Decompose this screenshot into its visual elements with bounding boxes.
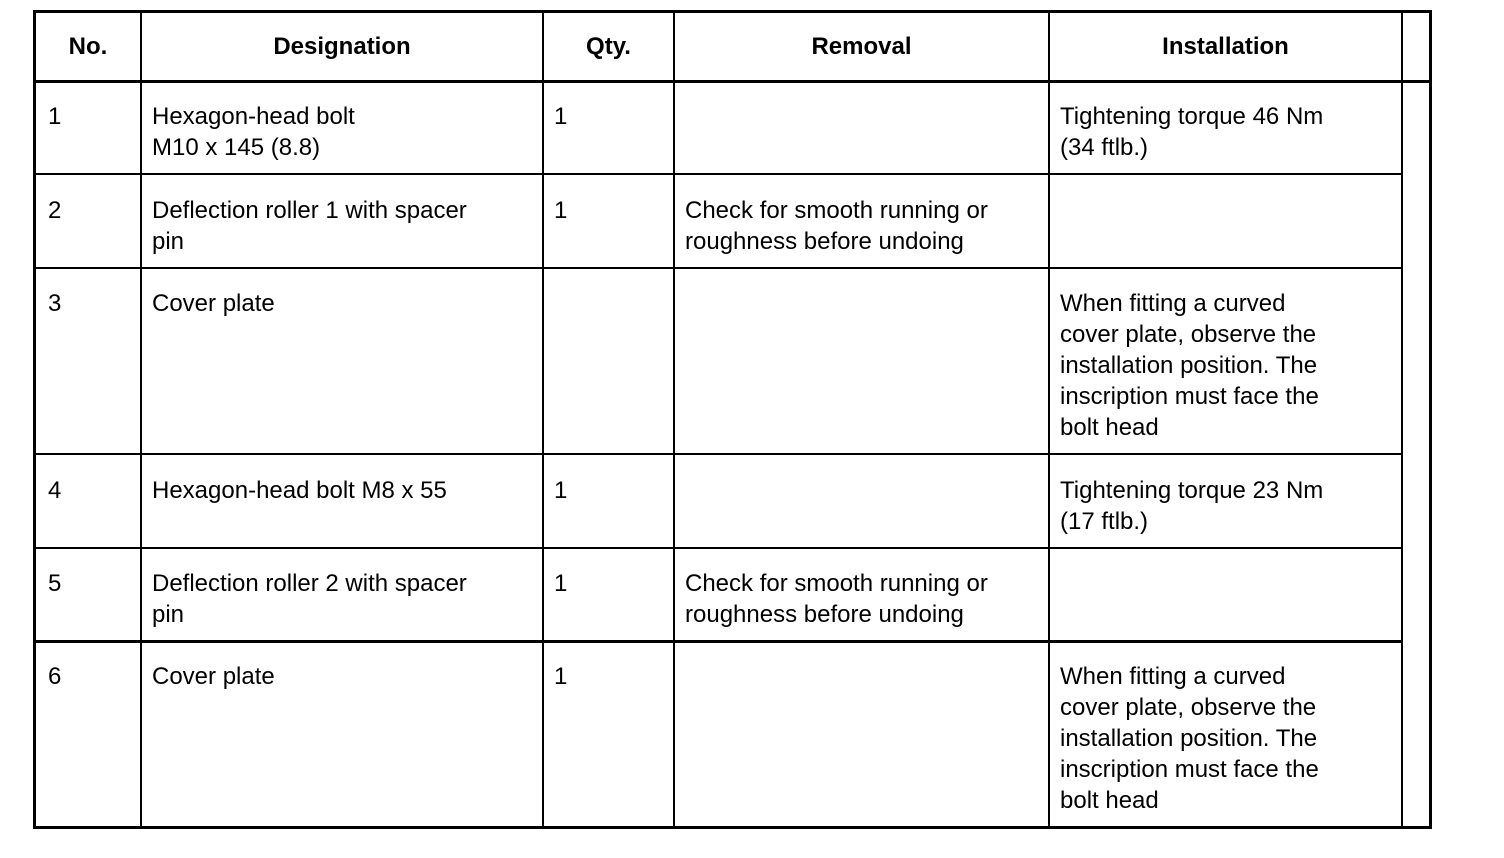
row-separator: [36, 640, 1401, 643]
row-separator: [36, 173, 1401, 175]
row-2-qty: 1: [554, 197, 568, 224]
row-1-designation: Hexagon-head bolt M10 x 145 (8.8): [152, 103, 355, 161]
row-4-no: 4: [48, 477, 62, 504]
parts-table: [33, 10, 1432, 829]
column-divider: [542, 13, 544, 826]
row-5-qty: 1: [554, 570, 568, 597]
row-2-designation: Deflection roller 1 with spacer pin: [152, 197, 467, 255]
row-1-installation: Tightening torque 46 Nm (34 ftlb.): [1060, 103, 1324, 161]
row-3-designation: Cover plate: [152, 290, 275, 317]
row-2-no: 2: [48, 197, 62, 224]
row-5-no: 5: [48, 570, 62, 597]
header-designation: Designation: [273, 33, 411, 60]
row-4-installation: Tightening torque 23 Nm (17 ftlb.): [1060, 477, 1324, 535]
row-1-qty: 1: [554, 103, 568, 130]
row-6-no: 6: [48, 663, 62, 690]
row-3-no: 3: [48, 290, 62, 317]
row-4-qty: 1: [554, 477, 568, 504]
row-5-removal: Check for smooth running or roughness before undoing: [685, 570, 988, 628]
row-separator: [36, 267, 1401, 269]
row-6-installation: When fitting a curved cover plate, observe the installation position. The inscription must face the bolt head: [1060, 663, 1319, 814]
column-divider: [1048, 13, 1050, 826]
column-divider: [140, 13, 142, 826]
column-divider: [673, 13, 675, 826]
row-1-no: 1: [48, 103, 62, 130]
row-4-designation: Hexagon-head bolt M8 x 55: [152, 477, 447, 504]
header-separator: [36, 80, 1429, 83]
row-6-qty: 1: [554, 663, 568, 690]
row-separator: [36, 453, 1401, 455]
header-removal: Removal: [811, 33, 912, 60]
row-3-installation: When fitting a curved cover plate, observe the installation position. The inscription must face the bolt head: [1060, 290, 1319, 441]
row-5-designation: Deflection roller 2 with spacer pin: [152, 570, 467, 628]
row-2-removal: Check for smooth running or roughness before undoing: [685, 197, 988, 255]
row-separator: [36, 547, 1401, 549]
header-no: No.: [68, 33, 108, 60]
column-divider-right: [1401, 13, 1403, 826]
header-qty: Qty.: [586, 33, 631, 60]
header-installation: Installation: [1162, 33, 1289, 60]
row-6-designation: Cover plate: [152, 663, 275, 690]
